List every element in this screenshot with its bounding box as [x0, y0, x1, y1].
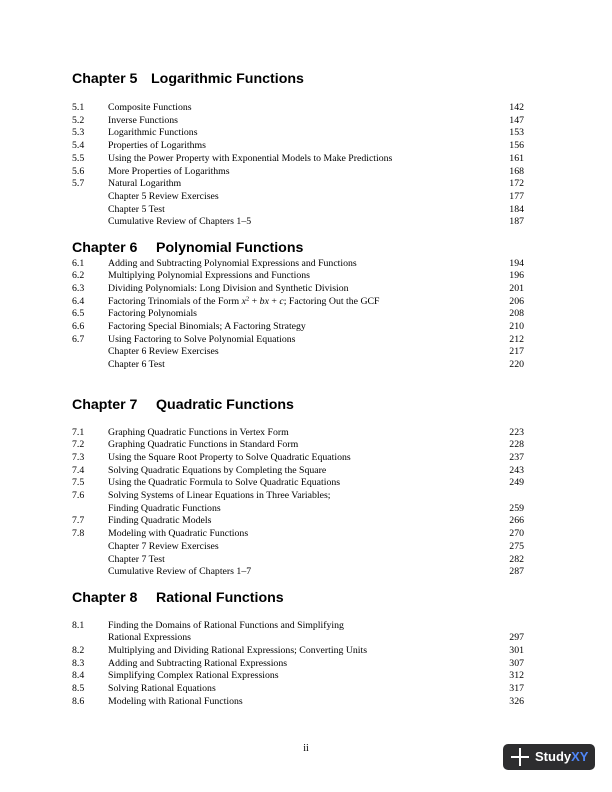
toc-entry — [72, 515, 524, 527]
section-title: Finding Quadratic Functions — [108, 502, 221, 514]
chapter-title: Logarithmic Functions — [151, 71, 304, 87]
section-page: 147 — [509, 114, 524, 126]
title-text: ; Factoring Out the GCF — [283, 295, 380, 307]
chapter-number: Chapter 5 — [72, 71, 138, 87]
section-title: Using Factoring to Solve Polynomial Equations — [108, 333, 296, 345]
section-number: 6.5 — [72, 308, 85, 320]
variable-c: c — [279, 295, 284, 307]
section-page: 287 — [509, 566, 524, 578]
plus-icon — [511, 748, 529, 766]
toc-entry — [72, 465, 524, 477]
section-page: 212 — [509, 333, 524, 345]
chapter-number: Chapter 8 — [72, 590, 138, 606]
section-title: Adding and Subtracting Polynomial Expressions and Functions — [108, 257, 357, 269]
section-number: 8.2 — [72, 644, 85, 656]
toc-entry — [72, 490, 524, 502]
section-number: 6.6 — [72, 321, 85, 332]
toc-entry — [72, 270, 524, 282]
chapter-number: Chapter 7 — [72, 397, 138, 413]
section-title: Inverse Functions — [108, 114, 178, 126]
toc-entry — [72, 696, 524, 708]
section-number: 7.6 — [72, 490, 85, 501]
toc-entry — [72, 528, 524, 540]
section-title: Solving Systems of Linear Equations in Three Variables; — [108, 490, 331, 501]
section-page: 270 — [509, 528, 524, 540]
section-page: 312 — [509, 670, 524, 682]
section-number: 8.5 — [72, 683, 85, 694]
section-page: 228 — [509, 439, 524, 451]
section-title: Solving Rational Equations — [108, 683, 216, 694]
section-page: 266 — [509, 515, 524, 527]
section-page: 275 — [509, 540, 524, 552]
section-number: 5.3 — [72, 127, 85, 139]
section-page: 168 — [509, 165, 524, 177]
section-page: 301 — [509, 644, 524, 656]
section-page: 196 — [509, 270, 524, 282]
section-title: Using the Power Property with Exponential Models to Make Predictions — [108, 152, 393, 164]
section-page: 282 — [509, 553, 524, 565]
section-page: 297 — [509, 632, 524, 644]
section-page: 142 — [509, 102, 524, 113]
section-page: 249 — [509, 477, 524, 489]
toc-entry — [72, 140, 524, 152]
chapter-title: Quadratic Functions — [156, 397, 294, 413]
section-page: 201 — [509, 282, 524, 294]
title-text: Factoring Trinomials of the Form — [108, 295, 242, 307]
toc-entry — [72, 554, 524, 566]
section-page: 220 — [509, 359, 524, 371]
toc-entry — [72, 503, 524, 515]
toc-entry — [72, 683, 524, 695]
section-title: Adding and Subtracting Rational Expressions — [108, 657, 288, 669]
section-page: 317 — [509, 683, 524, 694]
chapter-title: Polynomial Functions — [156, 240, 304, 256]
section-number: 6.2 — [72, 270, 85, 282]
brand-main: Study — [535, 749, 572, 764]
section-title: Modeling with Rational Functions — [108, 695, 243, 707]
chapter-title: Rational Functions — [156, 590, 284, 606]
chapter-8-heading — [72, 590, 284, 606]
plus-sign: + — [268, 295, 280, 307]
section-title: Finding Quadratic Models — [108, 515, 212, 527]
section-title — [108, 296, 380, 308]
section-page: 184 — [509, 203, 524, 215]
toc-entry — [72, 645, 524, 657]
section-number: 6.4 — [72, 295, 85, 307]
section-title: Multiplying and Dividing Rational Expressions; Converting Units — [108, 644, 368, 656]
toc-entry — [72, 216, 524, 228]
section-number: 5.4 — [72, 140, 85, 152]
section-page: 153 — [509, 127, 524, 139]
section-number: 7.2 — [72, 439, 85, 451]
section-title: Cumulative Review of Chapters 1–7 — [108, 566, 252, 578]
toc-entry — [72, 283, 524, 295]
toc-entry — [72, 427, 524, 439]
section-page: 243 — [509, 464, 524, 476]
section-number: 5.2 — [72, 114, 85, 126]
toc-entry — [72, 308, 524, 320]
section-number: 7.4 — [72, 464, 85, 476]
section-number: 7.5 — [72, 477, 85, 489]
section-title: Factoring Special Binomials; A Factoring Strategy — [108, 321, 306, 332]
section-title: Composite Functions — [108, 102, 192, 113]
brand-logo-text — [535, 749, 588, 764]
toc-entry — [72, 178, 524, 190]
section-page: 172 — [509, 178, 524, 190]
section-title: Properties of Logarithms — [108, 140, 206, 152]
section-title: Graphing Quadratic Functions in Standard Form — [108, 439, 299, 451]
section-page: 177 — [509, 190, 524, 202]
section-number: 7.7 — [72, 515, 85, 527]
toc-entry — [72, 166, 524, 178]
chapter-6-heading — [72, 240, 303, 256]
toc-entry — [72, 102, 524, 114]
section-number: 5.6 — [72, 165, 85, 177]
section-title: Using the Square Root Property to Solve Quadratic Equations — [108, 451, 351, 463]
section-number: 8.3 — [72, 657, 85, 669]
section-number: 5.1 — [72, 102, 85, 113]
section-title: More Properties of Logarithms — [108, 165, 230, 177]
section-number: 7.3 — [72, 451, 85, 463]
section-page: 194 — [509, 257, 524, 269]
section-title: Chapter 7 Test — [108, 553, 165, 565]
section-title: Solving Quadratic Equations by Completing the Square — [108, 464, 327, 476]
variable-bx: bx — [259, 295, 269, 307]
section-title: Chapter 7 Review Exercises — [108, 540, 219, 552]
section-title: Natural Logarithm — [108, 178, 182, 190]
toc-entry — [72, 439, 524, 451]
section-title: Simplifying Complex Rational Expressions — [108, 670, 279, 682]
section-number: 7.8 — [72, 528, 85, 540]
section-page: 217 — [509, 346, 524, 358]
section-title: Multiplying Polynomial Expressions and Functions — [108, 270, 310, 282]
toc-entry — [72, 296, 524, 308]
section-page: 307 — [509, 657, 524, 669]
toc-entry — [72, 632, 524, 644]
section-title: Chapter 6 Review Exercises — [108, 346, 219, 358]
section-number: 5.5 — [72, 152, 85, 164]
toc-entry — [72, 670, 524, 682]
section-title: Logarithmic Functions — [108, 127, 198, 139]
section-number: 7.1 — [72, 426, 85, 438]
section-page: 326 — [509, 695, 524, 707]
toc-entry — [72, 658, 524, 670]
section-page: 206 — [509, 295, 524, 307]
section-number: 6.1 — [72, 257, 85, 269]
exponent: 2 — [245, 295, 250, 303]
section-title: Chapter 5 Review Exercises — [108, 190, 219, 202]
section-title: Graphing Quadratic Functions in Vertex Form — [108, 426, 289, 438]
section-title: Dividing Polynomials: Long Division and Synthetic Division — [108, 282, 349, 294]
section-page: 259 — [509, 502, 524, 514]
plus-sign: + — [249, 295, 260, 307]
section-number: 8.4 — [72, 670, 85, 682]
toc-entry — [72, 115, 524, 127]
section-title: Factoring Polynomials — [108, 308, 197, 320]
section-number: 8.1 — [72, 619, 85, 631]
toc-entry — [72, 204, 524, 216]
variable-x: x — [241, 295, 246, 307]
brand-accent: XY — [571, 749, 589, 764]
toc-entry — [72, 258, 524, 270]
toc-entry — [72, 566, 524, 578]
section-page: 237 — [509, 451, 524, 463]
section-page: 208 — [509, 308, 524, 320]
toc-entry — [72, 359, 524, 371]
toc-entry — [72, 334, 524, 346]
toc-entry — [72, 477, 524, 489]
studyxy-badge[interactable] — [503, 744, 595, 770]
section-title: Modeling with Quadratic Functions — [108, 528, 249, 540]
chapter-5-heading — [72, 71, 304, 87]
section-page: 156 — [509, 140, 524, 152]
toc-entry — [72, 541, 524, 553]
toc-entry — [72, 127, 524, 139]
chapter-7-heading — [72, 397, 294, 413]
toc-entry — [72, 452, 524, 464]
section-page: 223 — [509, 426, 524, 438]
toc-entry — [72, 620, 524, 632]
toc-entry — [72, 321, 524, 333]
toc-entry — [72, 346, 524, 358]
section-page: 161 — [509, 152, 524, 164]
section-title: Using the Quadratic Formula to Solve Quadratic Equations — [108, 477, 341, 489]
section-title: Chapter 5 Test — [108, 203, 165, 215]
toc-entry — [72, 153, 524, 165]
section-number: 8.6 — [72, 695, 85, 707]
section-title: Rational Expressions — [108, 632, 191, 644]
section-title: Cumulative Review of Chapters 1–5 — [108, 216, 252, 228]
chapter-number: Chapter 6 — [72, 240, 138, 256]
section-page: 187 — [509, 216, 524, 228]
section-number: 5.7 — [72, 178, 85, 190]
page-number: ii — [303, 743, 309, 754]
section-number: 6.3 — [72, 282, 85, 294]
section-number: 6.7 — [72, 333, 85, 345]
toc-entry — [72, 191, 524, 203]
section-title: Finding the Domains of Rational Functions and Simplifying — [108, 619, 344, 631]
section-page: 210 — [509, 321, 524, 332]
section-title: Chapter 6 Test — [108, 359, 165, 371]
